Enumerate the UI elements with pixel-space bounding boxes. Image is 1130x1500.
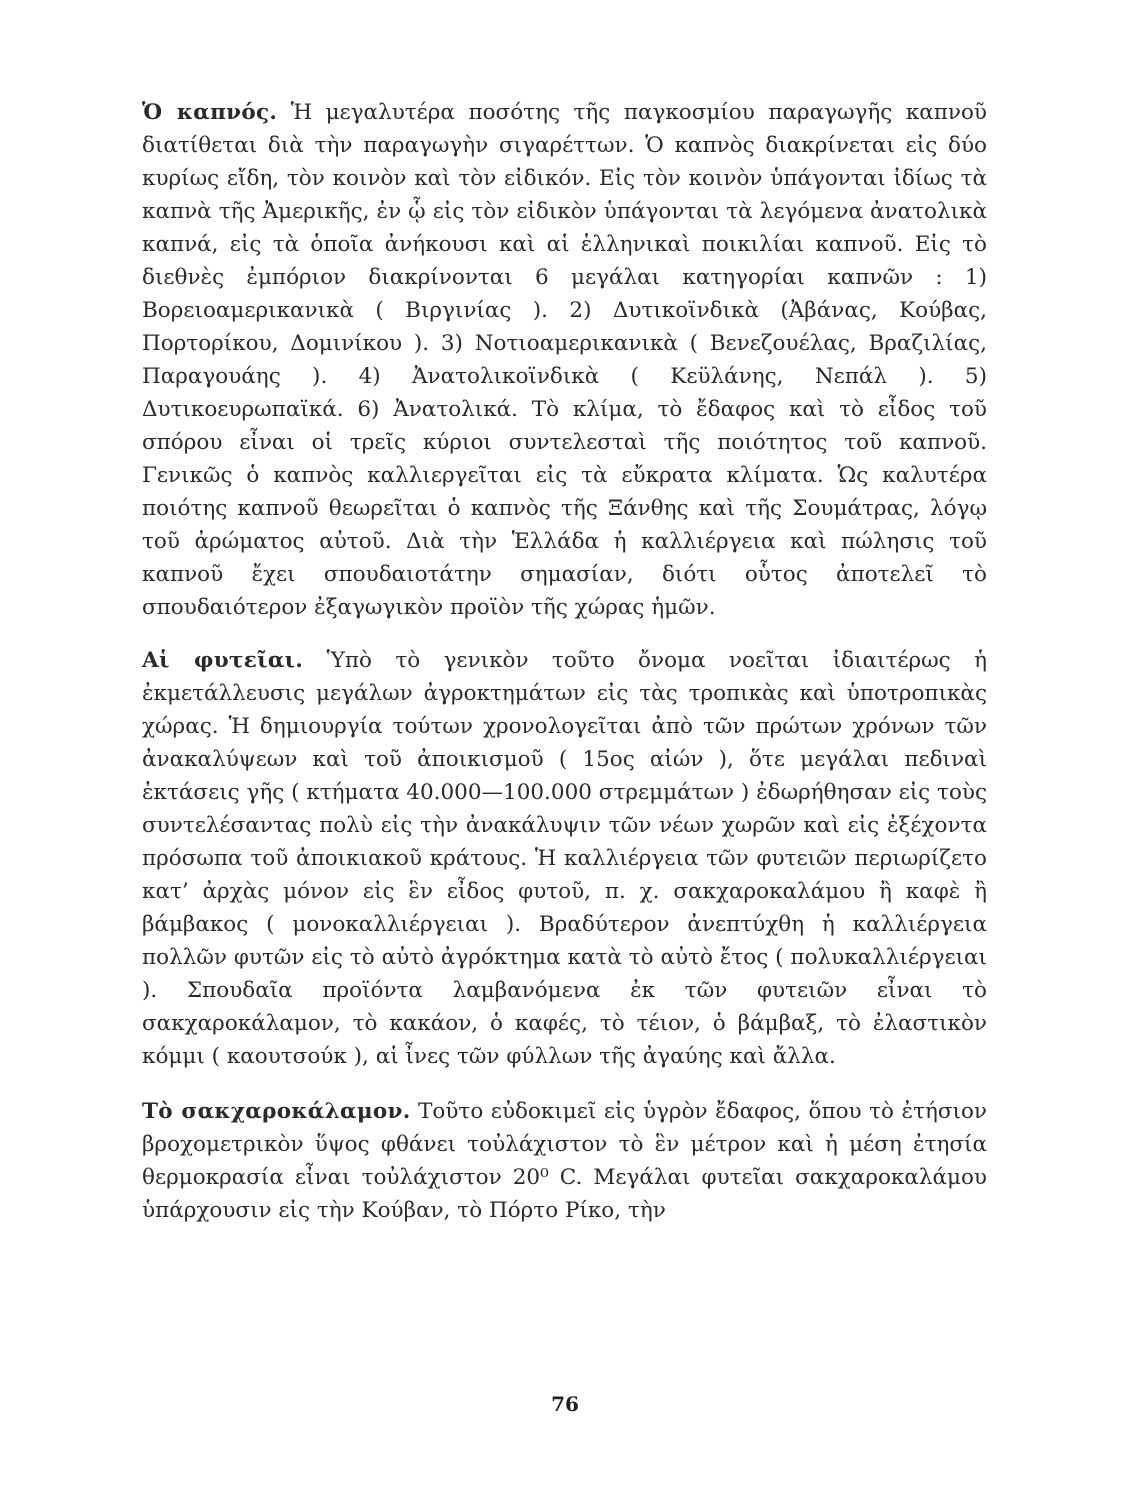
paragraph-tobacco — [142, 96, 987, 624]
text-tobacco: Ἡ μεγαλυτέρα ποσότης τῆς παγκοσμίου παραγωγῆς καπνοῦ διατίθεται διὰ τὴν παραγωγὴν σιγαρέττων. Ὁ καπνὸς διακρίνεται εἰς δύο κυρίως εἴδη, τὸν κοινὸν καὶ τὸν εἰδικόν. Εἰς τὸν κοινὸν ὑπάγονται ἰδίως τὰ καπνὰ τῆς Ἀμερικῆς, ἐν ᾧ εἰς τὸν εἰδικὸν ὑπάγονται τὰ λεγόμενα ἀνατολικὰ καπνά, εἰς τὰ ὁποῖα ἀνήκουσι καὶ αἱ ἑλληνικαὶ ποικιλίαι καπνοῦ. Εἰς τὸ διεθνὲς ἐμπόριον διακρίνονται 6 μεγάλαι κατηγορίαι καπνῶν : 1) Βορειοαμερικανικὰ ( Βιργινίας ). 2) Δυτικοϊνδικὰ (Ἀβάνας, Κούβας, Πορτορίκου, Δομινίκου ). 3) Νοτιοαμερικανικὰ ( Βενεζουέλας, Βραζιλίας, Παραγουάης ). 4) Ἀνατολικοϊνδικὰ ( Κεϋλάνης, Νεπάλ ). 5) Δυτικοευρωπαϊκά. 6) Ἀνατολικά. Τὸ κλίμα, τὸ ἔδαφος καὶ τὸ εἶδος τοῦ σπόρου εἶναι οἱ τρεῖς κύριοι συντελεσταὶ τῆς ποιότητος τοῦ καπνοῦ. Γενικῶς ὁ καπνὸς καλλιεργεῖται εἰς τὰ εὔκρατα κλίματα. Ὡς καλυτέρα ποιότης καπνοῦ θεωρεῖται ὁ καπνὸς τῆς Ξάνθης καὶ τῆς Σουμάτρας, λόγῳ τοῦ ἀρώματος αὐτοῦ. Διὰ τὴν Ἑλλάδα ἡ καλλιέργεια καὶ πώλησις τοῦ καπνοῦ ἔχει σπουδαιοτάτην σημασίαν, διότι οὗτος ἀποτελεῖ τὸ σπουδαιότερον ἐξαγωγικὸν προϊὸν τῆς χώρας ἡμῶν. — [142, 100, 987, 620]
text-plantations: Ὑπὸ τὸ γενικὸν τοῦτο ὄνομα νοεῖται ἰδιαιτέρως ἡ ἐκμετάλλευσις μεγάλων ἀγροκτημάτων εἰς τὰς τροπικὰς καὶ ὑποτροπικὰς χώρας. Ἡ δημιουργία τούτων χρονολογεῖται ἀπὸ τῶν πρώτων χρόνων τῶν ἀνακαλύψεων καὶ τοῦ ἀποικισμοῦ ( 15ος αἰών ), ὅτε μεγάλαι πεδιναὶ ἐκτάσεις γῆς ( κτήματα 40.000—100.000 στρεμμάτων ) ἐδωρήθησαν εἰς τοὺς συντελέσαντας πολὺ εἰς τὴν ἀνακάλυψιν τῶν νέων χωρῶν καὶ εἰς ἐξέχοντα πρόσωπα τοῦ ἀποικιακοῦ κράτους. Ἡ καλλιέργεια τῶν φυτειῶν περιωρίζετο κατ’ ἀρχὰς μόνον εἰς ἓν εἶδος φυτοῦ, π. χ. σακχαροκαλάμου ἢ καφὲ ἢ βάμβακος ( μονοκαλλιέργειαι ). Βραδύτερον ἀνεπτύχθη ἡ καλλιέργεια πολλῶν φυτῶν εἰς τὸ αὐτὸ ἀγρόκτημα κατὰ τὸ αὐτὸ ἔτος ( πολυκαλλιέργειαι ). Σπουδαῖα προϊόντα λαμβανόμενα ἐκ τῶν φυτειῶν εἶναι τὸ σακχαροκάλαμον, τὸ κακάον, ὁ καφές, τὸ τέιον, ὁ βάμβαξ, τὸ ἐλαστικὸν κόμμι ( καουτσούκ ), αἱ ἶνες τῶν φύλλων τῆς ἀγαύης καὶ ἄλλα. — [142, 648, 988, 1069]
paragraph-plantations — [142, 644, 987, 1073]
text-sugarcane: Τοῦτο εὐδοκιμεῖ εἰς ὑγρὸν ἔδαφος, ὅπου τὸ ἐτήσιον βροχομετρικὸν ὕψος φθάνει τοὐλάχιστον τὸ ἓν μέτρον καὶ ἡ μέση ἐτησία θερμοκρασία εἶναι τοὐλάχιστον 20⁰ C. Μεγάλαι φυτεῖαι σακχαροκαλάμου ὑπάρχουσιν εἰς τὴν Κούβαν, τὸ Πόρτο Ρίκο, τὴν — [142, 1099, 987, 1223]
page-number: 76 — [551, 1392, 579, 1416]
heading-tobacco: Ὁ καπνός. — [142, 100, 278, 125]
paragraph-sugarcane — [142, 1095, 987, 1227]
heading-sugarcane: Τὸ σακχαροκάλαμον. — [142, 1099, 411, 1124]
heading-plantations: Αἱ φυτεῖαι. — [142, 648, 304, 673]
